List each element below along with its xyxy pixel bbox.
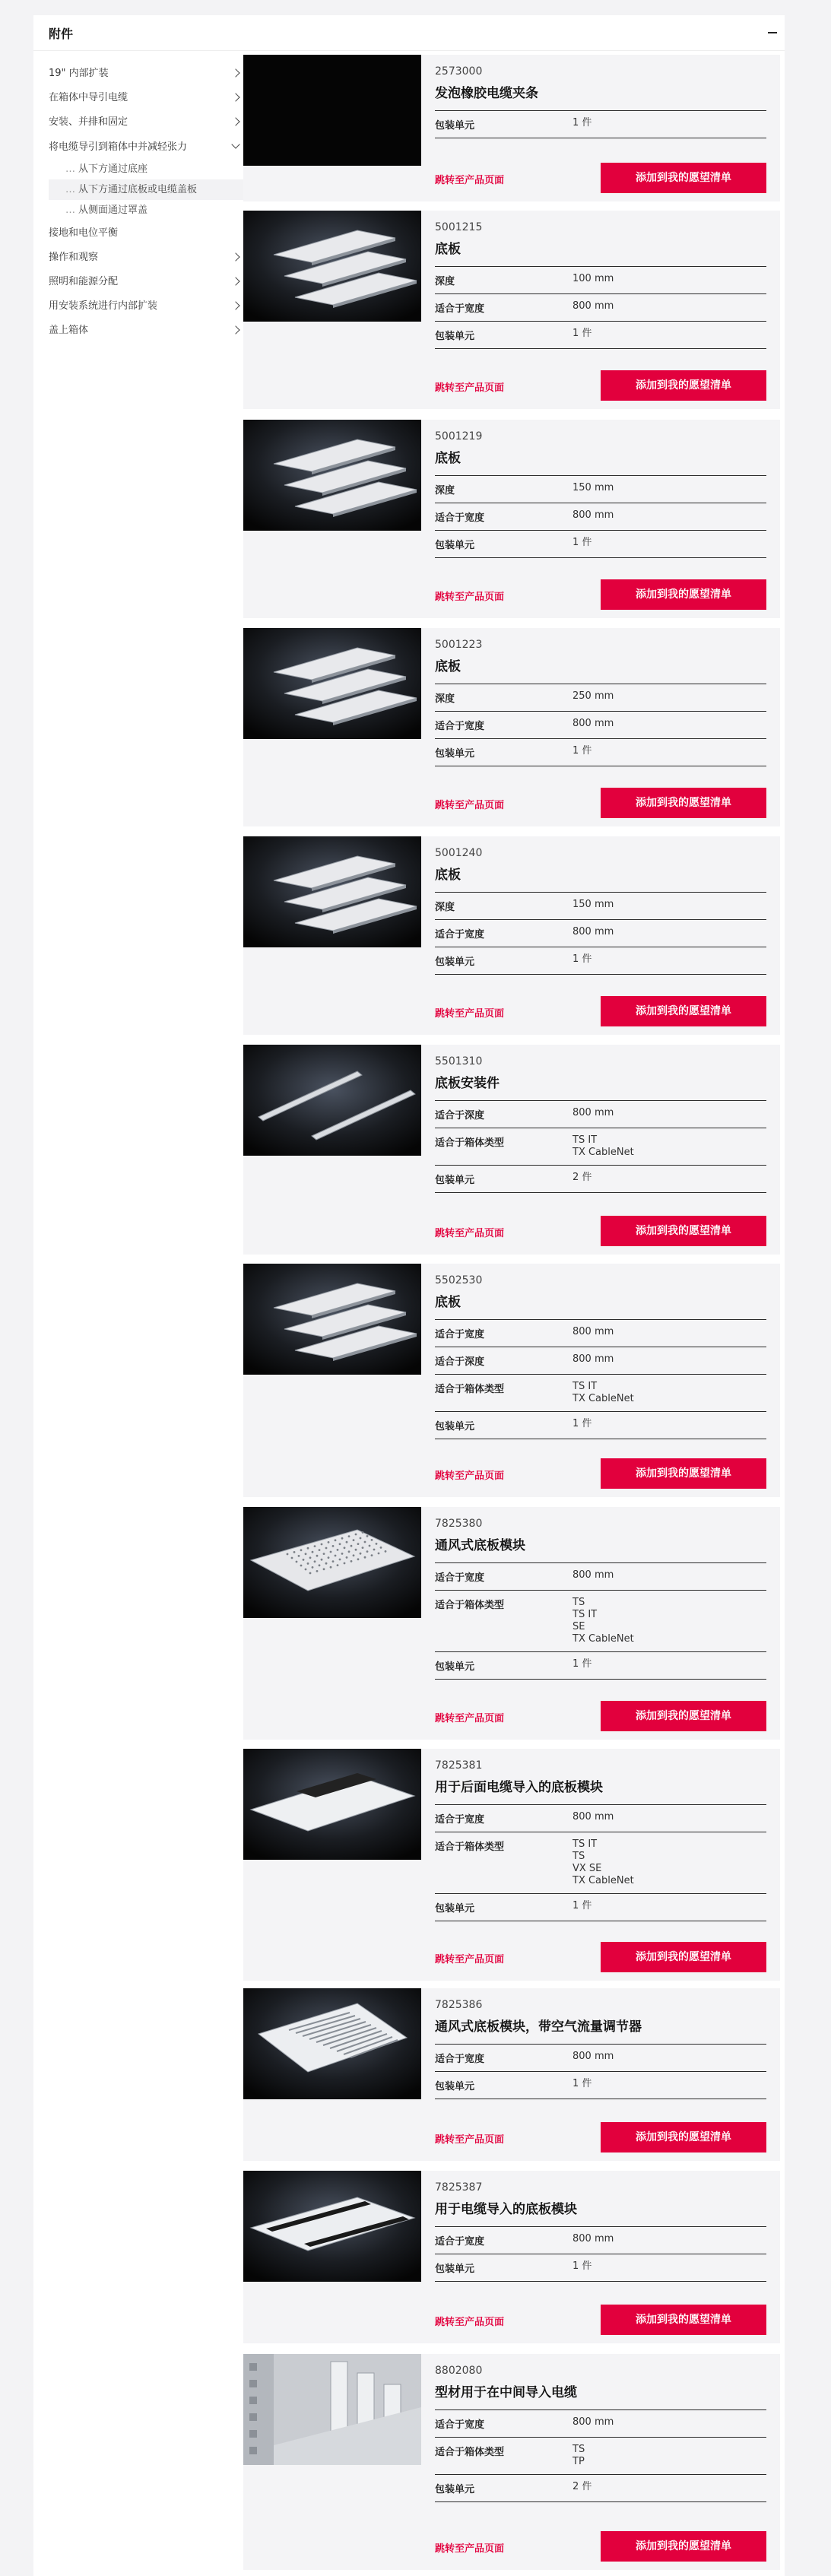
product-sku: 5502530 — [435, 1274, 483, 1286]
spec-row — [435, 2437, 766, 2474]
product-name: 底板 — [435, 659, 461, 674]
spec-value: 800 mm — [573, 718, 614, 729]
chevron-down-icon — [231, 140, 239, 148]
spec-label: 包装单元 — [435, 120, 475, 132]
sidebar-item-label: 安装、并排和固定 — [49, 116, 128, 128]
spec-value: 800 mm — [573, 1811, 614, 1823]
spec-label: 深度 — [435, 693, 455, 705]
spec-value: 800 mm — [573, 2233, 614, 2244]
spec-label: 适合于宽度 — [435, 2419, 485, 2431]
spec-row — [435, 2044, 766, 2071]
add-to-wishlist-button[interactable]: 添加到我的愿望清单 — [601, 579, 766, 610]
spec-label: 包装单元 — [435, 1175, 475, 1186]
header-divider — [33, 50, 785, 51]
spec-label: 适合于深度 — [435, 1110, 485, 1121]
spec-value: 150 mm — [573, 482, 614, 493]
product-name: 用于电缆导入的底板模块 — [435, 2202, 577, 2217]
dots-icon: … — [65, 163, 75, 175]
sidebar-item-label: 盖上箱体 — [49, 325, 89, 336]
spec-value: 800 mm — [573, 2416, 614, 2428]
spec-value: 150 mm — [573, 899, 614, 910]
goto-product-link[interactable]: 跳转至产品页面 — [435, 2134, 505, 2146]
spec-value: 800 mm — [573, 1569, 614, 1581]
spec-value: 1 件 — [573, 328, 592, 339]
product-info — [435, 2365, 766, 2502]
product-info — [435, 221, 766, 349]
chevron-right-icon — [231, 252, 239, 261]
product-info — [435, 847, 766, 975]
collapse-icon[interactable] — [768, 32, 777, 33]
product-image[interactable] — [243, 2354, 421, 2465]
spec-label: 包装单元 — [435, 2081, 475, 2092]
spec-value: TS IT TX CableNet — [573, 1134, 634, 1158]
add-to-wishlist-button[interactable]: 添加到我的愿望清单 — [601, 163, 766, 193]
spec-row — [435, 266, 766, 293]
product-info — [435, 65, 766, 138]
product-name: 发泡橡胶电缆夹条 — [435, 86, 538, 101]
product-name: 型材用于在中间导入电缆 — [435, 2385, 577, 2400]
sidebar-subitem-side[interactable] — [49, 200, 248, 220]
spec-label: 适合于箱体类型 — [435, 1842, 505, 1853]
sidebar-item-label: 将电缆导引到箱体中并减轻张力 — [49, 141, 188, 153]
product-card — [243, 628, 780, 826]
sidebar-item-cable-routing[interactable] — [49, 85, 248, 109]
product-name: 底板 — [435, 1295, 461, 1310]
product-name: 用于后面电缆导入的底板模块 — [435, 1780, 603, 1795]
product-card — [243, 2354, 780, 2570]
goto-product-link[interactable]: 跳转至产品页面 — [435, 592, 505, 603]
spec-label: 包装单元 — [435, 1421, 475, 1432]
chevron-right-icon — [231, 277, 239, 285]
sidebar-item-earthing[interactable] — [49, 220, 248, 245]
spec-label: 包装单元 — [435, 1661, 475, 1673]
spec-label: 深度 — [435, 276, 455, 287]
spec-value: 800 mm — [573, 926, 614, 937]
spec-value: TS IT TX CableNet — [573, 1381, 634, 1404]
product-sku: 5001240 — [435, 847, 483, 859]
add-to-wishlist-button[interactable]: 添加到我的愿望清单 — [601, 2122, 766, 2152]
sidebar-item-lighting[interactable] — [49, 269, 248, 293]
sidebar-item-cover[interactable] — [49, 318, 248, 342]
spec-value: 800 mm — [573, 1326, 614, 1337]
product-card — [243, 1507, 780, 1740]
product-info — [435, 1999, 766, 2099]
spec-row — [435, 1165, 766, 1193]
chevron-right-icon — [231, 301, 239, 309]
product-sku: 7825387 — [435, 2181, 483, 2194]
dots-icon: … — [65, 184, 75, 195]
product-sku: 5001215 — [435, 221, 483, 233]
product-name: 底板 — [435, 868, 461, 883]
product-image[interactable] — [243, 420, 421, 531]
spec-row — [435, 2226, 766, 2254]
sidebar-subitem-label: 从侧面通过罩盖 — [78, 205, 148, 216]
spec-value: 1 件 — [573, 953, 592, 965]
product-card — [243, 1988, 780, 2161]
chevron-right-icon — [231, 325, 239, 334]
spec-value: 800 mm — [573, 509, 614, 521]
spec-value: 1 件 — [573, 745, 592, 757]
sidebar-item-label: 操作和观察 — [49, 252, 99, 263]
accessories-page — [33, 15, 785, 2576]
spec-row — [435, 711, 766, 738]
spec-value: TS TS IT SE TX CableNet — [573, 1597, 634, 1645]
spec-row — [435, 2254, 766, 2282]
spec-row — [435, 1804, 766, 1832]
spec-row — [435, 1347, 766, 1374]
spec-row — [435, 684, 766, 711]
goto-product-link[interactable]: 跳转至产品页面 — [435, 382, 505, 394]
sidebar-subitem-base[interactable] — [49, 159, 248, 179]
product-image[interactable] — [243, 1507, 421, 1618]
spec-label: 适合于箱体类型 — [435, 1600, 505, 1611]
sidebar-item-label: 照明和能源分配 — [49, 276, 119, 287]
product-card — [243, 836, 780, 1035]
category-sidebar — [49, 61, 248, 342]
spec-label: 包装单元 — [435, 2484, 475, 2495]
spec-row — [435, 1651, 766, 1680]
product-image[interactable] — [243, 1045, 421, 1156]
spec-row — [435, 1100, 766, 1128]
spec-value: 1 件 — [573, 1900, 592, 1911]
goto-product-link[interactable]: 跳转至产品页面 — [435, 175, 505, 186]
goto-product-link[interactable]: 跳转至产品页面 — [435, 1713, 505, 1724]
product-info — [435, 639, 766, 766]
product-sku: 7825380 — [435, 1518, 483, 1530]
goto-product-link[interactable]: 跳转至产品页面 — [435, 800, 505, 811]
chevron-right-icon — [231, 117, 239, 125]
product-sku: 5001223 — [435, 639, 483, 651]
spec-row — [435, 1832, 766, 1893]
spec-row — [435, 475, 766, 503]
spec-label: 包装单元 — [435, 331, 475, 342]
product-image[interactable] — [243, 836, 421, 947]
sidebar-item-mounting[interactable] — [49, 109, 248, 134]
spec-value: 100 mm — [573, 273, 614, 284]
spec-label: 深度 — [435, 485, 455, 496]
section-title: 附件 — [49, 27, 74, 41]
product-sku: 7825381 — [435, 1759, 483, 1772]
add-to-wishlist-button[interactable]: 添加到我的愿望清单 — [601, 1216, 766, 1246]
product-info — [435, 430, 766, 558]
sidebar-subitem-label: 从下方通过底板或电缆盖板 — [78, 184, 198, 195]
spec-row — [435, 1411, 766, 1439]
sidebar-subitem-gland-plates[interactable] — [49, 179, 248, 200]
spec-label: 适合于宽度 — [435, 721, 485, 732]
chevron-right-icon — [231, 93, 239, 101]
chevron-right-icon — [231, 68, 239, 77]
spec-value: 1 件 — [573, 2260, 592, 2272]
accessories-header[interactable] — [33, 15, 785, 50]
product-image[interactable] — [243, 1749, 421, 1860]
spec-label: 适合于箱体类型 — [435, 1384, 505, 1395]
add-to-wishlist-button[interactable]: 添加到我的愿望清单 — [601, 788, 766, 818]
product-sku: 7825386 — [435, 1999, 483, 2011]
product-image[interactable] — [243, 628, 421, 739]
product-name: 底板 — [435, 242, 461, 257]
spec-row — [435, 530, 766, 558]
spec-value: 800 mm — [573, 1107, 614, 1118]
sidebar-item-19-inch[interactable] — [49, 61, 248, 85]
spec-label: 深度 — [435, 902, 455, 913]
spec-row — [435, 293, 766, 321]
sidebar-item-label: 用安装系统进行内部扩装 — [49, 300, 158, 312]
product-sku: 5501310 — [435, 1055, 483, 1068]
add-to-wishlist-button[interactable]: 添加到我的愿望清单 — [601, 1701, 766, 1731]
product-card — [243, 2171, 780, 2343]
add-to-wishlist-button[interactable]: 添加到我的愿望清单 — [601, 1458, 766, 1489]
add-to-wishlist-button[interactable]: 添加到我的愿望清单 — [601, 996, 766, 1026]
product-info — [435, 1759, 766, 1921]
product-card — [243, 1264, 780, 1497]
spec-value: 2 件 — [573, 1172, 592, 1183]
product-image[interactable] — [243, 55, 421, 166]
spec-label: 适合于宽度 — [435, 2054, 485, 2065]
spec-label: 包装单元 — [435, 748, 475, 760]
product-image[interactable] — [243, 2171, 421, 2282]
spec-label: 适合于宽度 — [435, 2236, 485, 2248]
spec-label: 包装单元 — [435, 956, 475, 968]
spec-row — [435, 110, 766, 138]
spec-value: 1 件 — [573, 537, 592, 548]
spec-row — [435, 1893, 766, 1921]
spec-row — [435, 947, 766, 975]
spec-row — [435, 892, 766, 919]
spec-value: 1 件 — [573, 1418, 592, 1429]
product-info — [435, 1274, 766, 1439]
spec-row — [435, 1374, 766, 1411]
spec-label: 适合于箱体类型 — [435, 1137, 505, 1149]
spec-label: 包装单元 — [435, 1903, 475, 1915]
goto-product-link[interactable]: 跳转至产品页面 — [435, 1954, 505, 1965]
product-card — [243, 420, 780, 618]
goto-product-link[interactable]: 跳转至产品页面 — [435, 2317, 505, 2328]
add-to-wishlist-button[interactable]: 添加到我的愿望清单 — [601, 2531, 766, 2562]
product-name: 底板安装件 — [435, 1076, 500, 1091]
product-image[interactable] — [243, 1264, 421, 1375]
spec-label: 适合于宽度 — [435, 303, 485, 315]
add-to-wishlist-button[interactable]: 添加到我的愿望清单 — [601, 370, 766, 401]
spec-value: TS TP — [573, 2444, 585, 2467]
spec-value: TS IT TS VX SE TX CableNet — [573, 1838, 634, 1886]
spec-row — [435, 1319, 766, 1347]
goto-product-link[interactable]: 跳转至产品页面 — [435, 1228, 505, 1239]
sidebar-item-label: 19" 内部扩装 — [49, 68, 109, 79]
spec-value: 1 件 — [573, 2078, 592, 2089]
spec-label: 适合于宽度 — [435, 1572, 485, 1584]
spec-label: 适合于深度 — [435, 1356, 485, 1368]
goto-product-link[interactable]: 跳转至产品页面 — [435, 1470, 505, 1482]
product-card — [243, 1749, 780, 1981]
spec-value: 1 件 — [573, 1658, 592, 1670]
product-name: 通风式底板模块，带空气流量调节器 — [435, 2019, 642, 2035]
spec-row — [435, 1562, 766, 1590]
spec-row — [435, 503, 766, 530]
spec-row — [435, 1128, 766, 1165]
product-image[interactable] — [243, 211, 421, 322]
spec-value: 800 mm — [573, 1353, 614, 1365]
goto-product-link[interactable]: 跳转至产品页面 — [435, 2543, 505, 2555]
product-info — [435, 1518, 766, 1680]
sidebar-item-cable-entry[interactable] — [49, 134, 248, 159]
add-to-wishlist-button[interactable]: 添加到我的愿望清单 — [601, 2305, 766, 2335]
product-card — [243, 55, 780, 201]
sidebar-item-label: 在箱体中导引电缆 — [49, 92, 128, 103]
spec-row — [435, 1590, 766, 1651]
spec-label: 适合于宽度 — [435, 1329, 485, 1340]
sidebar-item-operation[interactable] — [49, 245, 248, 269]
product-sku: 5001219 — [435, 430, 483, 443]
spec-label: 适合于宽度 — [435, 929, 485, 941]
goto-product-link[interactable]: 跳转至产品页面 — [435, 1008, 505, 1020]
product-info — [435, 1055, 766, 1193]
product-sku: 8802080 — [435, 2365, 483, 2377]
spec-value: 800 mm — [573, 2051, 614, 2062]
spec-label: 包装单元 — [435, 2264, 475, 2275]
dots-icon: … — [65, 205, 75, 216]
product-card — [243, 211, 780, 409]
product-name: 通风式底板模块 — [435, 1538, 525, 1553]
product-name: 底板 — [435, 451, 461, 466]
product-info — [435, 2181, 766, 2282]
sidebar-item-interior[interactable] — [49, 293, 248, 318]
spec-row — [435, 919, 766, 947]
spec-row — [435, 2474, 766, 2502]
spec-label: 适合于宽度 — [435, 512, 485, 524]
product-sku: 2573000 — [435, 65, 483, 78]
spec-row — [435, 2071, 766, 2099]
spec-value: 2 件 — [573, 2481, 592, 2492]
spec-row — [435, 2409, 766, 2437]
sidebar-subitem-label: 从下方通过底座 — [78, 163, 148, 175]
spec-row — [435, 321, 766, 349]
spec-value: 1 件 — [573, 117, 592, 128]
sidebar-item-label: 接地和电位平衡 — [49, 227, 119, 239]
spec-value: 250 mm — [573, 690, 614, 702]
spec-label: 适合于宽度 — [435, 1814, 485, 1826]
spec-label: 适合于箱体类型 — [435, 2447, 505, 2458]
add-to-wishlist-button[interactable]: 添加到我的愿望清单 — [601, 1942, 766, 1972]
product-card — [243, 1045, 780, 1255]
spec-label: 包装单元 — [435, 540, 475, 551]
spec-row — [435, 738, 766, 766]
product-image[interactable] — [243, 1988, 421, 2099]
spec-value: 800 mm — [573, 300, 614, 312]
